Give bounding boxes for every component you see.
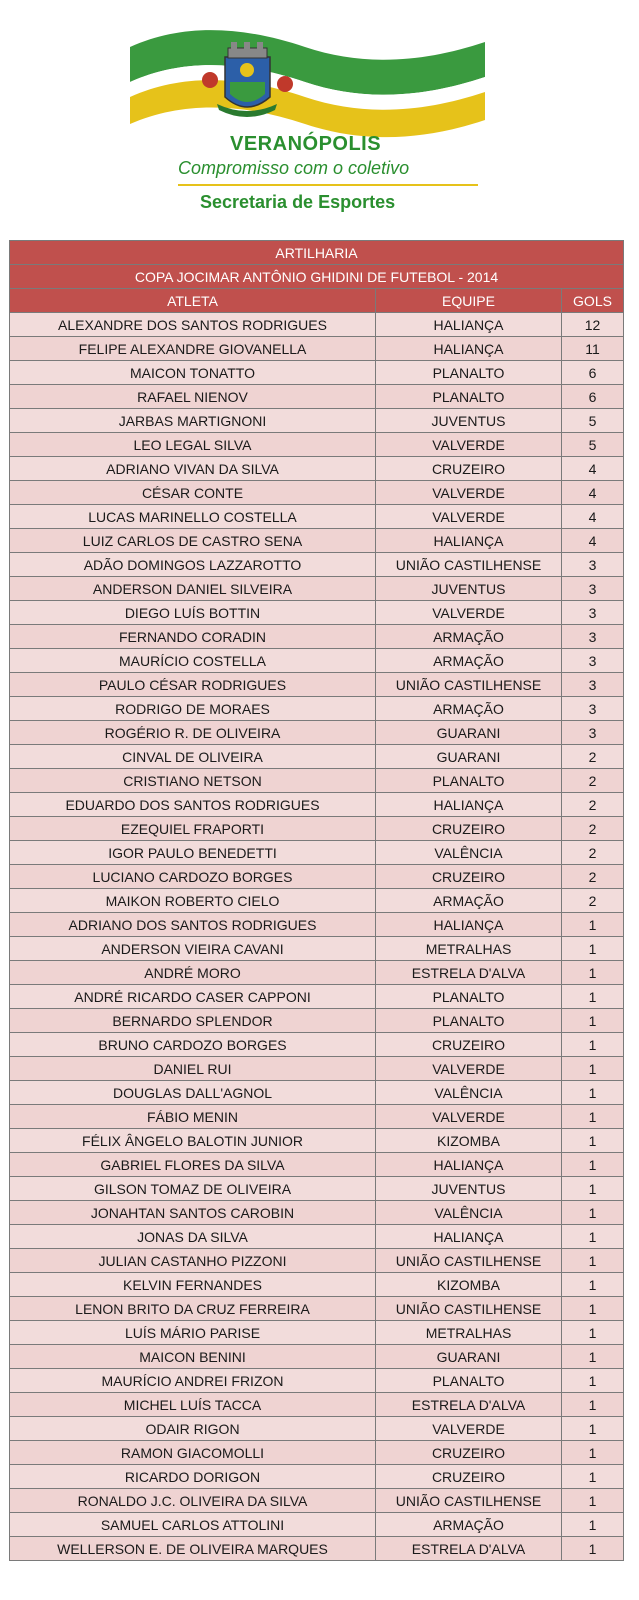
athlete-cell: FELIPE ALEXANDRE GIOVANELLA	[10, 337, 376, 361]
goals-cell: 1	[562, 985, 624, 1009]
goals-cell: 1	[562, 1201, 624, 1225]
goals-cell: 1	[562, 913, 624, 937]
goals-cell: 1	[562, 1441, 624, 1465]
team-cell: PLANALTO	[376, 1369, 562, 1393]
goals-cell: 3	[562, 601, 624, 625]
team-cell: HALIANÇA	[376, 1153, 562, 1177]
athlete-cell: PAULO CÉSAR RODRIGUES	[10, 673, 376, 697]
table-row	[10, 673, 624, 697]
athlete-cell: GABRIEL FLORES DA SILVA	[10, 1153, 376, 1177]
athlete-cell: FÉLIX ÂNGELO BALOTIN JUNIOR	[10, 1129, 376, 1153]
table-row	[10, 1297, 624, 1321]
athlete-cell: ANDERSON DANIEL SILVEIRA	[10, 577, 376, 601]
team-cell: PLANALTO	[376, 985, 562, 1009]
table-row	[10, 1537, 624, 1561]
goals-cell: 1	[562, 1465, 624, 1489]
athlete-cell: IGOR PAULO BENEDETTI	[10, 841, 376, 865]
team-cell: ARMAÇÃO	[376, 1513, 562, 1537]
team-cell: UNIÃO CASTILHENSE	[376, 1489, 562, 1513]
team-cell: METRALHAS	[376, 1321, 562, 1345]
athlete-cell: JARBAS MARTIGNONI	[10, 409, 376, 433]
team-cell: HALIANÇA	[376, 529, 562, 553]
goals-cell: 1	[562, 1537, 624, 1561]
table-row	[10, 1081, 624, 1105]
table-row	[10, 697, 624, 721]
department-name: Secretaria de Esportes	[200, 192, 396, 212]
athlete-cell: ADRIANO DOS SANTOS RODRIGUES	[10, 913, 376, 937]
team-cell: UNIÃO CASTILHENSE	[376, 673, 562, 697]
goals-cell: 1	[562, 937, 624, 961]
table-row	[10, 1417, 624, 1441]
goals-cell: 1	[562, 1249, 624, 1273]
column-header-athlete: ATLETA	[10, 289, 376, 313]
athlete-cell: JONAS DA SILVA	[10, 1225, 376, 1249]
goals-cell: 1	[562, 1297, 624, 1321]
athlete-cell: ADÃO DOMINGOS LAZZAROTTO	[10, 553, 376, 577]
goals-cell: 1	[562, 1153, 624, 1177]
table-row	[10, 1129, 624, 1153]
athlete-cell: JONAHTAN SANTOS CAROBIN	[10, 1201, 376, 1225]
table-row	[10, 961, 624, 985]
athlete-cell: DOUGLAS DALL'AGNOL	[10, 1081, 376, 1105]
goals-cell: 1	[562, 1081, 624, 1105]
goals-cell: 3	[562, 625, 624, 649]
team-cell: ARMAÇÃO	[376, 889, 562, 913]
team-cell: HALIANÇA	[376, 793, 562, 817]
athlete-cell: ALEXANDRE DOS SANTOS RODRIGUES	[10, 313, 376, 337]
team-cell: PLANALTO	[376, 361, 562, 385]
team-cell: CRUZEIRO	[376, 457, 562, 481]
team-cell: UNIÃO CASTILHENSE	[376, 1297, 562, 1321]
team-cell: VALVERDE	[376, 1105, 562, 1129]
goals-cell: 2	[562, 769, 624, 793]
team-cell: VALVERDE	[376, 1057, 562, 1081]
table-row	[10, 1441, 624, 1465]
team-cell: HALIANÇA	[376, 313, 562, 337]
goals-cell: 1	[562, 1033, 624, 1057]
table-title-row	[10, 241, 624, 265]
team-cell: VALVERDE	[376, 1417, 562, 1441]
team-cell: VALÊNCIA	[376, 841, 562, 865]
goals-cell: 1	[562, 1417, 624, 1441]
goals-cell: 1	[562, 1369, 624, 1393]
team-cell: KIZOMBA	[376, 1273, 562, 1297]
athlete-cell: MAURÍCIO COSTELLA	[10, 649, 376, 673]
goals-cell: 1	[562, 1009, 624, 1033]
table-row	[10, 1249, 624, 1273]
athlete-cell: LUIZ CARLOS DE CASTRO SENA	[10, 529, 376, 553]
team-cell: CRUZEIRO	[376, 865, 562, 889]
goals-cell: 11	[562, 337, 624, 361]
table-row	[10, 1321, 624, 1345]
athlete-cell: DANIEL RUI	[10, 1057, 376, 1081]
table-row	[10, 1225, 624, 1249]
table-header-row	[10, 289, 624, 313]
goals-cell: 1	[562, 1393, 624, 1417]
team-cell: HALIANÇA	[376, 1225, 562, 1249]
goals-cell: 5	[562, 433, 624, 457]
table-row	[10, 409, 624, 433]
table-row	[10, 1057, 624, 1081]
goals-cell: 1	[562, 961, 624, 985]
team-cell: VALVERDE	[376, 505, 562, 529]
athlete-cell: FÁBIO MENIN	[10, 1105, 376, 1129]
goals-cell: 6	[562, 361, 624, 385]
table-row	[10, 481, 624, 505]
goals-cell: 3	[562, 577, 624, 601]
goals-cell: 2	[562, 745, 624, 769]
table-row	[10, 1393, 624, 1417]
team-cell: HALIANÇA	[376, 913, 562, 937]
table-row	[10, 577, 624, 601]
table-row	[10, 385, 624, 409]
goals-cell: 12	[562, 313, 624, 337]
team-cell: ARMAÇÃO	[376, 697, 562, 721]
team-cell: GUARANI	[376, 1345, 562, 1369]
goals-cell: 1	[562, 1177, 624, 1201]
table-row	[10, 433, 624, 457]
goals-cell: 1	[562, 1105, 624, 1129]
team-cell: METRALHAS	[376, 937, 562, 961]
goals-cell: 3	[562, 553, 624, 577]
goals-cell: 4	[562, 481, 624, 505]
team-cell: PLANALTO	[376, 385, 562, 409]
team-cell: PLANALTO	[376, 769, 562, 793]
team-cell: HALIANÇA	[376, 337, 562, 361]
athlete-cell: ROGÉRIO R. DE OLIVEIRA	[10, 721, 376, 745]
goals-cell: 3	[562, 697, 624, 721]
table-row	[10, 793, 624, 817]
table-row	[10, 865, 624, 889]
team-cell: UNIÃO CASTILHENSE	[376, 553, 562, 577]
athlete-cell: LUCAS MARINELLO COSTELLA	[10, 505, 376, 529]
athlete-cell: RODRIGO DE MORAES	[10, 697, 376, 721]
table-row	[10, 817, 624, 841]
table-row	[10, 769, 624, 793]
table-row	[10, 1153, 624, 1177]
team-cell: ESTRELA D'ALVA	[376, 1393, 562, 1417]
team-cell: VALÊNCIA	[376, 1201, 562, 1225]
goals-cell: 1	[562, 1321, 624, 1345]
athlete-cell: DIEGO LUÍS BOTTIN	[10, 601, 376, 625]
table-row	[10, 625, 624, 649]
goals-cell: 3	[562, 673, 624, 697]
goals-cell: 4	[562, 505, 624, 529]
team-cell: VALVERDE	[376, 481, 562, 505]
table-row	[10, 553, 624, 577]
athlete-cell: LENON BRITO DA CRUZ FERREIRA	[10, 1297, 376, 1321]
team-cell: CRUZEIRO	[376, 1465, 562, 1489]
goals-cell: 1	[562, 1273, 624, 1297]
goals-cell: 1	[562, 1057, 624, 1081]
table-row	[10, 337, 624, 361]
table-row	[10, 1009, 624, 1033]
table-row	[10, 985, 624, 1009]
athlete-cell: WELLERSON E. DE OLIVEIRA MARQUES	[10, 1537, 376, 1561]
goals-cell: 2	[562, 817, 624, 841]
city-slogan: Compromisso com o coletivo	[178, 158, 410, 178]
athlete-cell: KELVIN FERNANDES	[10, 1273, 376, 1297]
goals-cell: 2	[562, 865, 624, 889]
goals-cell: 2	[562, 889, 624, 913]
athlete-cell: MAICON TONATTO	[10, 361, 376, 385]
athlete-cell: EZEQUIEL FRAPORTI	[10, 817, 376, 841]
athlete-cell: MAURÍCIO ANDREI FRIZON	[10, 1369, 376, 1393]
table-row	[10, 601, 624, 625]
athlete-cell: CÉSAR CONTE	[10, 481, 376, 505]
table-row	[10, 1177, 624, 1201]
brand-divider	[178, 184, 478, 186]
goals-cell: 3	[562, 649, 624, 673]
athlete-cell: CINVAL DE OLIVEIRA	[10, 745, 376, 769]
athlete-cell: LEO LEGAL SILVA	[10, 433, 376, 457]
team-cell: JUVENTUS	[376, 577, 562, 601]
team-cell: ESTRELA D'ALVA	[376, 1537, 562, 1561]
table-row	[10, 457, 624, 481]
page-header	[0, 0, 639, 238]
team-cell: VALVERDE	[376, 433, 562, 457]
table-subtitle: COPA JOCIMAR ANTÔNIO GHIDINI DE FUTEBOL - 2014	[10, 265, 624, 289]
table-row	[10, 745, 624, 769]
table-row	[10, 1369, 624, 1393]
athlete-cell: ADRIANO VIVAN DA SILVA	[10, 457, 376, 481]
athlete-cell: MICHEL LUÍS TACCA	[10, 1393, 376, 1417]
table-row	[10, 1201, 624, 1225]
table-row	[10, 937, 624, 961]
goals-cell: 4	[562, 457, 624, 481]
athlete-cell: CRISTIANO NETSON	[10, 769, 376, 793]
athlete-cell: EDUARDO DOS SANTOS RODRIGUES	[10, 793, 376, 817]
table-row	[10, 841, 624, 865]
table-row	[10, 361, 624, 385]
team-cell: KIZOMBA	[376, 1129, 562, 1153]
goals-cell: 3	[562, 721, 624, 745]
table-row	[10, 913, 624, 937]
team-cell: CRUZEIRO	[376, 1441, 562, 1465]
table-title: ARTILHARIA	[10, 241, 624, 265]
table-row	[10, 721, 624, 745]
athlete-cell: BRUNO CARDOZO BORGES	[10, 1033, 376, 1057]
goals-cell: 2	[562, 841, 624, 865]
table-subtitle-row	[10, 265, 624, 289]
team-cell: GUARANI	[376, 745, 562, 769]
goals-cell: 1	[562, 1345, 624, 1369]
athlete-cell: ANDRÉ MORO	[10, 961, 376, 985]
table-row	[10, 529, 624, 553]
table-row	[10, 505, 624, 529]
athlete-cell: ANDRÉ RICARDO CASER CAPPONI	[10, 985, 376, 1009]
team-cell: JUVENTUS	[376, 409, 562, 433]
athlete-cell: RICARDO DORIGON	[10, 1465, 376, 1489]
table-row	[10, 1105, 624, 1129]
team-cell: VALÊNCIA	[376, 1081, 562, 1105]
goals-cell: 4	[562, 529, 624, 553]
goals-cell: 5	[562, 409, 624, 433]
scorers-table	[9, 240, 624, 1561]
table-row	[10, 1345, 624, 1369]
athlete-cell: RAFAEL NIENOV	[10, 385, 376, 409]
goals-cell: 2	[562, 793, 624, 817]
athlete-cell: RONALDO J.C. OLIVEIRA DA SILVA	[10, 1489, 376, 1513]
table-row	[10, 1033, 624, 1057]
team-cell: ARMAÇÃO	[376, 625, 562, 649]
table-row	[10, 1489, 624, 1513]
team-cell: ARMAÇÃO	[376, 649, 562, 673]
team-cell: GUARANI	[376, 721, 562, 745]
athlete-cell: LUCIANO CARDOZO BORGES	[10, 865, 376, 889]
goals-cell: 1	[562, 1489, 624, 1513]
athlete-cell: MAIKON ROBERTO CIELO	[10, 889, 376, 913]
team-cell: ESTRELA D'ALVA	[376, 961, 562, 985]
column-header-goals: GOLS	[562, 289, 624, 313]
goals-cell: 1	[562, 1513, 624, 1537]
city-name: VERANÓPOLIS	[230, 133, 382, 155]
column-header-team: EQUIPE	[376, 289, 562, 313]
table-row	[10, 1513, 624, 1537]
goals-cell: 1	[562, 1129, 624, 1153]
goals-cell: 1	[562, 1225, 624, 1249]
team-cell: VALVERDE	[376, 601, 562, 625]
athlete-cell: FERNANDO CORADIN	[10, 625, 376, 649]
athlete-cell: ANDERSON VIEIRA CAVANI	[10, 937, 376, 961]
athlete-cell: ODAIR RIGON	[10, 1417, 376, 1441]
team-cell: JUVENTUS	[376, 1177, 562, 1201]
goals-cell: 6	[562, 385, 624, 409]
athlete-cell: LUÍS MÁRIO PARISE	[10, 1321, 376, 1345]
team-cell: UNIÃO CASTILHENSE	[376, 1249, 562, 1273]
table-row	[10, 1273, 624, 1297]
athlete-cell: JULIAN CASTANHO PIZZONI	[10, 1249, 376, 1273]
athlete-cell: SAMUEL CARLOS ATTOLINI	[10, 1513, 376, 1537]
table-row	[10, 649, 624, 673]
table-row	[10, 313, 624, 337]
athlete-cell: MAICON BENINI	[10, 1345, 376, 1369]
team-cell: PLANALTO	[376, 1009, 562, 1033]
team-cell: CRUZEIRO	[376, 817, 562, 841]
veranopolis-flag-logo	[125, 22, 490, 142]
table-row	[10, 889, 624, 913]
table-row	[10, 1465, 624, 1489]
athlete-cell: RAMON GIACOMOLLI	[10, 1441, 376, 1465]
athlete-cell: BERNARDO SPLENDOR	[10, 1009, 376, 1033]
athlete-cell: GILSON TOMAZ DE OLIVEIRA	[10, 1177, 376, 1201]
team-cell: CRUZEIRO	[376, 1033, 562, 1057]
